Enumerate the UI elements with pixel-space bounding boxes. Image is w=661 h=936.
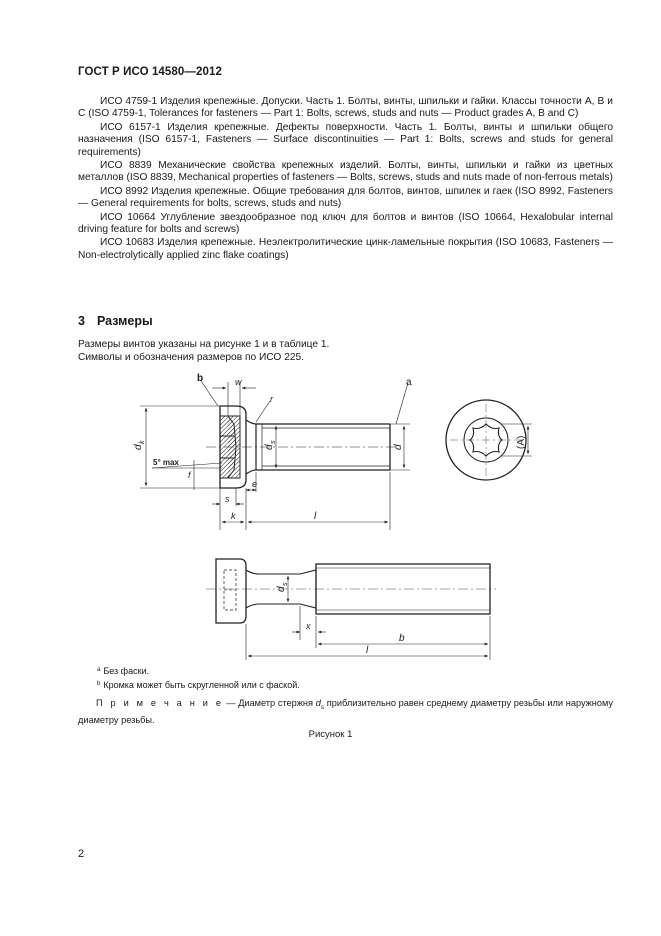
reduced-shank-screw: [206, 559, 496, 660]
label-ds2-sub: s: [282, 582, 289, 586]
page-number: 2: [78, 848, 85, 860]
note-label: П р и м е ч а н и е: [96, 698, 224, 708]
footnote-mark: a: [97, 667, 101, 673]
section-title: Размеры: [96, 314, 153, 328]
label-dk: d: [133, 444, 144, 450]
normative-references: [78, 96, 613, 263]
label-b: b: [399, 633, 405, 644]
label-e: e: [252, 479, 258, 489]
label-f: f: [188, 470, 191, 480]
figure-note: [78, 697, 613, 727]
footnote-text: Без фаски.: [103, 666, 150, 676]
label-k: k: [231, 511, 236, 521]
section-intro: [78, 338, 329, 364]
label-l2: l: [366, 645, 369, 656]
intro-line: Символы и обозначения размеров по ИСО 225.: [78, 352, 305, 363]
label-b-top: b: [197, 373, 204, 384]
section-heading: [78, 314, 165, 328]
reference-item: ИСО 8839 Механические свойства крепежных изделий. Болты, винты, шпильки и гайки из цветных металлов (ISO 8839, Mechanical properties of fasteners — Bolts, screws, studs and nuts made of non-ferrous metals): [78, 160, 613, 184]
reference-item: ИСО 10664 Углубление звездообразное под ключ для болтов и винтов (ISO 10664, Hexalobular internal driving feature for bolts and screws): [78, 211, 613, 236]
label-ds-sub: s: [270, 440, 277, 444]
footnote-a: [97, 666, 149, 676]
intro-line: Размеры винтов указаны на рисунке 1 и в таблице 1.: [78, 339, 330, 350]
label-d: d: [393, 444, 404, 450]
label-a-top: a: [406, 377, 412, 388]
note-symbol-sub: s: [320, 703, 325, 711]
footnote-b: [97, 680, 300, 690]
figure-caption: Рисунок 1: [308, 729, 353, 740]
note-symbol: d: [315, 698, 321, 708]
footnote-text: Кромка может быть скругленной или с фаской.: [103, 680, 300, 690]
side-view-screw: [140, 381, 410, 530]
label-ds: d: [264, 444, 275, 450]
note-text-after: приблизительно равен среднему диаметру резьбы или наружному диаметру резьбы.: [78, 698, 613, 725]
reference-item: ИСО 6157-1 Изделия крепежные. Дефекты поверхности. Часть 1. Болты, винты и шпильки общего назначения (ISO 6157-1, Fasteners — Surface discontinuities — Part 1: Bolts, screws and studs for general requirements): [78, 121, 613, 158]
label-s: s: [225, 494, 230, 504]
footnote-mark: b: [97, 681, 101, 687]
reference-item: ИСО 8992 Изделия крепежные. Общие требования для болтов, винтов, шпилек и гаек (ISO 8992, Fasteners — General requirements for bolts, screws, studs and nuts): [78, 185, 613, 210]
label-l: l: [314, 511, 317, 522]
reference-item: ИСО 4759-1 Изделия крепежные. Допуски. Часть 1. Болты, винты, шпильки и гайки. Классы точности А, В и С (ISO 4759-1, Tolerances for fasteners — Part 1: Bolts, screws, studs and nuts — Product grades A, B and C): [78, 96, 613, 120]
label-w: w: [235, 377, 242, 387]
reference-item: ИСО 10683 Изделия крепежные. Нeэлектролитические цинк-ламельные покрытия (ISO 10683, Fasteners — Non-electrolytically applied zinc flake coatings): [78, 237, 613, 261]
figure-1-drawing: [0, 372, 661, 667]
label-A: (A): [516, 435, 527, 449]
label-r: r: [270, 394, 273, 404]
section-number: 3: [78, 314, 85, 328]
label-x: x: [306, 621, 311, 631]
label-ds2: d: [276, 586, 287, 592]
note-text-before: — Диаметр стержня: [223, 698, 316, 708]
page-header: ГОСТ Р ИСО 14580—2012: [78, 66, 223, 78]
label-angle: 5° max: [153, 458, 179, 467]
label-dk-sub: k: [139, 440, 146, 444]
